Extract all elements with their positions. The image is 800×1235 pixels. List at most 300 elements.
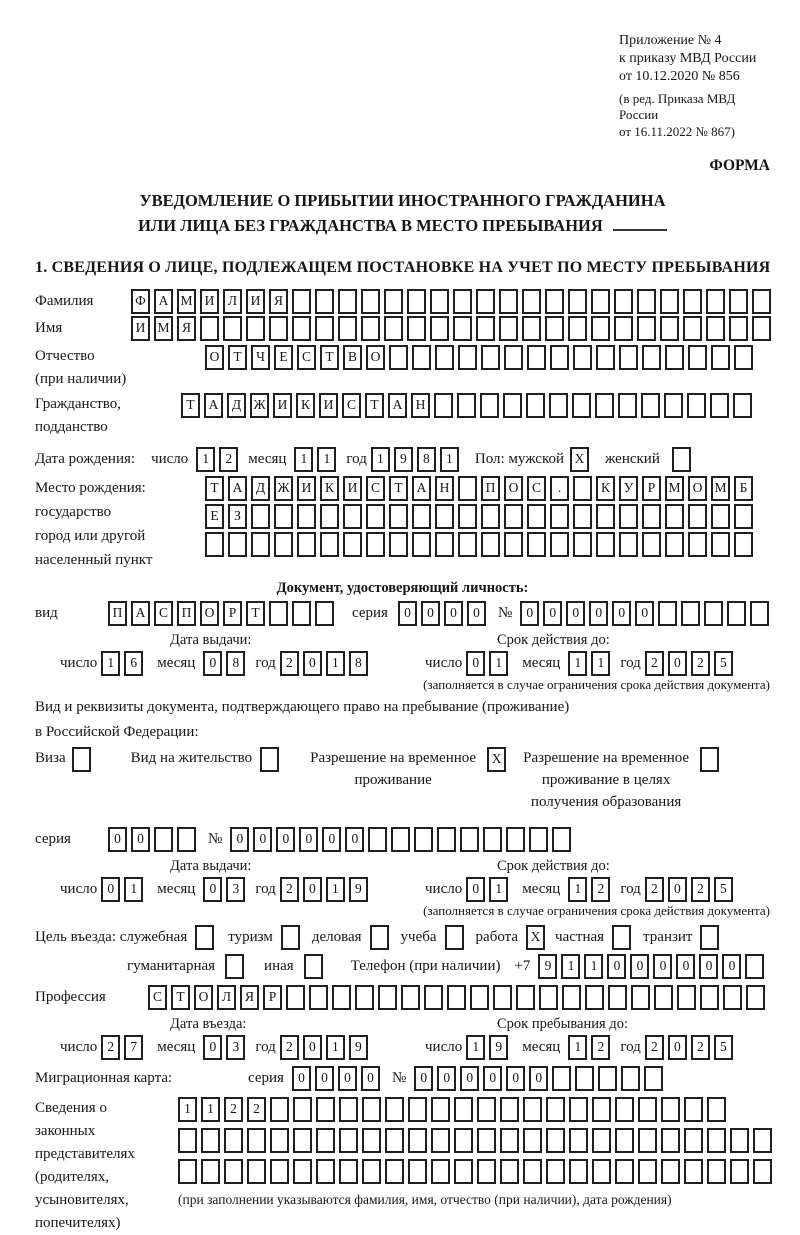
char-cell[interactable] (615, 1128, 634, 1153)
char-cell[interactable] (320, 504, 339, 529)
checkbox-cell[interactable] (672, 447, 691, 472)
char-cell[interactable] (614, 316, 633, 341)
char-cell[interactable] (389, 345, 408, 370)
char-cell[interactable]: О (688, 476, 707, 501)
char-cell[interactable] (529, 827, 548, 852)
char-cell[interactable]: 9 (538, 954, 557, 979)
char-cell[interactable]: 1 (124, 877, 143, 902)
char-cell[interactable]: 0 (253, 827, 272, 852)
char-cell[interactable] (619, 345, 638, 370)
checkbox-cell[interactable]: X (487, 747, 506, 772)
char-cell[interactable] (493, 985, 512, 1010)
char-cell[interactable]: 0 (303, 1035, 322, 1060)
checkbox-cell[interactable] (195, 925, 214, 950)
char-cell[interactable] (435, 504, 454, 529)
char-cell[interactable] (523, 1097, 542, 1122)
char-cell[interactable] (631, 985, 650, 1010)
char-cell[interactable]: 0 (506, 1066, 525, 1091)
char-cell[interactable]: С (342, 393, 361, 418)
char-cell[interactable] (562, 985, 581, 1010)
char-cell[interactable]: 1 (201, 1097, 220, 1122)
char-cell[interactable] (499, 289, 518, 314)
char-cell[interactable] (568, 289, 587, 314)
char-cell[interactable] (458, 504, 477, 529)
char-cell[interactable]: 2 (219, 447, 238, 472)
char-cell[interactable]: 0 (466, 877, 485, 902)
char-cell[interactable] (503, 393, 522, 418)
char-cell[interactable]: 5 (714, 1035, 733, 1060)
char-cell[interactable] (504, 504, 523, 529)
char-cell[interactable] (552, 1066, 571, 1091)
char-cell[interactable]: О (205, 345, 224, 370)
char-cell[interactable] (338, 289, 357, 314)
char-cell[interactable]: У (619, 476, 638, 501)
char-cell[interactable] (480, 393, 499, 418)
char-cell[interactable] (178, 1159, 197, 1184)
char-cell[interactable]: З (228, 504, 247, 529)
char-cell[interactable] (573, 532, 592, 557)
char-cell[interactable] (224, 1159, 243, 1184)
char-cell[interactable]: Е (205, 504, 224, 529)
char-cell[interactable]: 9 (349, 877, 368, 902)
char-cell[interactable] (592, 1097, 611, 1122)
char-cell[interactable] (585, 985, 604, 1010)
char-cell[interactable] (412, 532, 431, 557)
char-cell[interactable] (293, 1128, 312, 1153)
char-cell[interactable] (223, 316, 242, 341)
char-cell[interactable] (526, 393, 545, 418)
char-cell[interactable] (596, 504, 615, 529)
char-cell[interactable] (339, 1128, 358, 1153)
char-cell[interactable]: 0 (303, 877, 322, 902)
checkbox-cell[interactable] (260, 747, 279, 772)
char-cell[interactable] (595, 393, 614, 418)
char-cell[interactable] (424, 985, 443, 1010)
char-cell[interactable]: 0 (414, 1066, 433, 1091)
char-cell[interactable]: . (550, 476, 569, 501)
char-cell[interactable] (552, 827, 571, 852)
char-cell[interactable] (591, 289, 610, 314)
char-cell[interactable]: П (481, 476, 500, 501)
char-cell[interactable]: 9 (349, 1035, 368, 1060)
checkbox-cell[interactable] (281, 925, 300, 950)
char-cell[interactable]: 1 (568, 651, 587, 676)
char-cell[interactable] (711, 504, 730, 529)
char-cell[interactable]: 2 (691, 651, 710, 676)
char-cell[interactable] (391, 827, 410, 852)
char-cell[interactable] (598, 1066, 617, 1091)
char-cell[interactable] (573, 345, 592, 370)
char-cell[interactable]: Т (171, 985, 190, 1010)
char-cell[interactable] (385, 1128, 404, 1153)
char-cell[interactable]: М (711, 476, 730, 501)
char-cell[interactable]: И (319, 393, 338, 418)
char-cell[interactable]: 0 (607, 954, 626, 979)
char-cell[interactable] (477, 1097, 496, 1122)
char-cell[interactable] (750, 601, 769, 626)
char-cell[interactable]: С (297, 345, 316, 370)
char-cell[interactable]: 1 (326, 1035, 345, 1060)
char-cell[interactable]: М (665, 476, 684, 501)
char-cell[interactable] (366, 532, 385, 557)
char-cell[interactable]: 2 (591, 1035, 610, 1060)
char-cell[interactable]: О (194, 985, 213, 1010)
char-cell[interactable] (730, 1128, 749, 1153)
char-cell[interactable] (638, 1097, 657, 1122)
char-cell[interactable] (527, 345, 546, 370)
char-cell[interactable] (711, 345, 730, 370)
char-cell[interactable] (665, 345, 684, 370)
checkbox-cell[interactable] (225, 954, 244, 979)
char-cell[interactable]: 9 (489, 1035, 508, 1060)
char-cell[interactable]: 0 (338, 1066, 357, 1091)
char-cell[interactable]: 0 (108, 827, 127, 852)
char-cell[interactable]: 1 (489, 877, 508, 902)
char-cell[interactable] (550, 532, 569, 557)
char-cell[interactable]: 5 (714, 651, 733, 676)
char-cell[interactable] (315, 289, 334, 314)
char-cell[interactable]: 0 (421, 601, 440, 626)
char-cell[interactable] (316, 1097, 335, 1122)
char-cell[interactable]: 0 (466, 651, 485, 676)
char-cell[interactable]: А (131, 601, 150, 626)
char-cell[interactable]: 0 (398, 601, 417, 626)
char-cell[interactable] (378, 985, 397, 1010)
char-cell[interactable] (642, 504, 661, 529)
char-cell[interactable]: 2 (645, 1035, 664, 1060)
char-cell[interactable] (454, 1097, 473, 1122)
char-cell[interactable] (618, 393, 637, 418)
char-cell[interactable] (385, 1159, 404, 1184)
char-cell[interactable]: Ж (274, 476, 293, 501)
char-cell[interactable] (523, 1128, 542, 1153)
char-cell[interactable] (545, 289, 564, 314)
char-cell[interactable] (729, 289, 748, 314)
char-cell[interactable]: С (527, 476, 546, 501)
char-cell[interactable] (384, 289, 403, 314)
char-cell[interactable]: 0 (292, 1066, 311, 1091)
char-cell[interactable] (745, 954, 764, 979)
char-cell[interactable] (546, 1159, 565, 1184)
char-cell[interactable] (707, 1097, 726, 1122)
char-cell[interactable]: 0 (676, 954, 695, 979)
char-cell[interactable]: К (596, 476, 615, 501)
checkbox-cell[interactable] (700, 747, 719, 772)
char-cell[interactable] (506, 827, 525, 852)
char-cell[interactable] (408, 1159, 427, 1184)
char-cell[interactable]: Л (223, 289, 242, 314)
char-cell[interactable]: 2 (247, 1097, 266, 1122)
char-cell[interactable] (527, 504, 546, 529)
char-cell[interactable]: 0 (203, 651, 222, 676)
char-cell[interactable]: 6 (124, 651, 143, 676)
char-cell[interactable] (201, 1159, 220, 1184)
char-cell[interactable] (247, 1159, 266, 1184)
char-cell[interactable]: 0 (630, 954, 649, 979)
char-cell[interactable]: Н (435, 476, 454, 501)
char-cell[interactable]: Т (389, 476, 408, 501)
char-cell[interactable]: 0 (635, 601, 654, 626)
char-cell[interactable] (661, 1159, 680, 1184)
char-cell[interactable]: 2 (280, 651, 299, 676)
char-cell[interactable]: 0 (529, 1066, 548, 1091)
char-cell[interactable] (707, 1128, 726, 1153)
char-cell[interactable] (752, 289, 771, 314)
char-cell[interactable] (527, 532, 546, 557)
char-cell[interactable]: 0 (299, 827, 318, 852)
char-cell[interactable]: И (131, 316, 150, 341)
char-cell[interactable] (746, 985, 765, 1010)
char-cell[interactable] (688, 345, 707, 370)
char-cell[interactable]: Н (411, 393, 430, 418)
char-cell[interactable]: Т (365, 393, 384, 418)
char-cell[interactable]: А (388, 393, 407, 418)
char-cell[interactable]: 0 (520, 601, 539, 626)
char-cell[interactable] (316, 1159, 335, 1184)
char-cell[interactable] (664, 393, 683, 418)
char-cell[interactable] (293, 1159, 312, 1184)
char-cell[interactable] (753, 1159, 772, 1184)
char-cell[interactable]: Т (320, 345, 339, 370)
char-cell[interactable] (270, 1097, 289, 1122)
char-cell[interactable] (361, 316, 380, 341)
char-cell[interactable]: Я (177, 316, 196, 341)
char-cell[interactable]: Т (205, 476, 224, 501)
char-cell[interactable] (201, 1128, 220, 1153)
checkbox-cell[interactable] (370, 925, 389, 950)
char-cell[interactable] (320, 532, 339, 557)
char-cell[interactable] (549, 393, 568, 418)
char-cell[interactable] (430, 289, 449, 314)
char-cell[interactable] (477, 1159, 496, 1184)
char-cell[interactable] (568, 316, 587, 341)
char-cell[interactable] (573, 476, 592, 501)
char-cell[interactable] (637, 316, 656, 341)
char-cell[interactable] (481, 345, 500, 370)
char-cell[interactable]: 2 (224, 1097, 243, 1122)
char-cell[interactable] (361, 289, 380, 314)
char-cell[interactable]: 3 (226, 1035, 245, 1060)
char-cell[interactable]: О (504, 476, 523, 501)
char-cell[interactable]: А (412, 476, 431, 501)
char-cell[interactable] (457, 393, 476, 418)
char-cell[interactable] (500, 1128, 519, 1153)
char-cell[interactable]: 7 (124, 1035, 143, 1060)
char-cell[interactable] (270, 1128, 289, 1153)
char-cell[interactable] (575, 1066, 594, 1091)
char-cell[interactable]: 0 (668, 1035, 687, 1060)
char-cell[interactable] (684, 1128, 703, 1153)
char-cell[interactable] (569, 1097, 588, 1122)
char-cell[interactable] (723, 985, 742, 1010)
char-cell[interactable]: М (154, 316, 173, 341)
char-cell[interactable]: Ф (131, 289, 150, 314)
char-cell[interactable] (408, 1097, 427, 1122)
char-cell[interactable] (408, 1128, 427, 1153)
char-cell[interactable]: 2 (645, 651, 664, 676)
char-cell[interactable]: Р (223, 601, 242, 626)
char-cell[interactable]: 0 (444, 601, 463, 626)
char-cell[interactable]: 8 (417, 447, 436, 472)
char-cell[interactable]: 1 (196, 447, 215, 472)
char-cell[interactable] (569, 1128, 588, 1153)
char-cell[interactable]: 8 (226, 651, 245, 676)
char-cell[interactable]: 2 (691, 1035, 710, 1060)
char-cell[interactable]: 2 (691, 877, 710, 902)
char-cell[interactable] (684, 1159, 703, 1184)
char-cell[interactable] (362, 1159, 381, 1184)
char-cell[interactable]: Т (181, 393, 200, 418)
char-cell[interactable]: 0 (322, 827, 341, 852)
char-cell[interactable] (338, 316, 357, 341)
checkbox-cell[interactable] (700, 925, 719, 950)
char-cell[interactable] (154, 827, 173, 852)
char-cell[interactable]: 1 (317, 447, 336, 472)
char-cell[interactable]: Д (227, 393, 246, 418)
char-cell[interactable]: 0 (230, 827, 249, 852)
char-cell[interactable] (274, 532, 293, 557)
char-cell[interactable]: 2 (280, 877, 299, 902)
char-cell[interactable] (178, 1128, 197, 1153)
char-cell[interactable]: О (366, 345, 385, 370)
char-cell[interactable]: К (320, 476, 339, 501)
char-cell[interactable] (481, 532, 500, 557)
char-cell[interactable]: 0 (460, 1066, 479, 1091)
char-cell[interactable]: 2 (645, 877, 664, 902)
char-cell[interactable] (481, 504, 500, 529)
char-cell[interactable]: П (108, 601, 127, 626)
checkbox-cell[interactable] (72, 747, 91, 772)
char-cell[interactable]: 0 (566, 601, 585, 626)
char-cell[interactable]: С (148, 985, 167, 1010)
char-cell[interactable]: Р (263, 985, 282, 1010)
char-cell[interactable] (665, 532, 684, 557)
char-cell[interactable]: Т (246, 601, 265, 626)
char-cell[interactable] (687, 393, 706, 418)
char-cell[interactable] (661, 1097, 680, 1122)
char-cell[interactable] (688, 504, 707, 529)
char-cell[interactable] (665, 504, 684, 529)
char-cell[interactable] (614, 289, 633, 314)
char-cell[interactable]: Л (217, 985, 236, 1010)
char-cell[interactable] (660, 289, 679, 314)
char-cell[interactable] (368, 827, 387, 852)
char-cell[interactable] (292, 316, 311, 341)
char-cell[interactable] (592, 1128, 611, 1153)
char-cell[interactable] (706, 316, 725, 341)
char-cell[interactable] (407, 289, 426, 314)
char-cell[interactable] (596, 345, 615, 370)
char-cell[interactable] (293, 1097, 312, 1122)
char-cell[interactable]: 1 (326, 651, 345, 676)
char-cell[interactable] (384, 316, 403, 341)
char-cell[interactable]: 0 (668, 651, 687, 676)
char-cell[interactable] (700, 985, 719, 1010)
char-cell[interactable]: 1 (568, 1035, 587, 1060)
char-cell[interactable] (681, 601, 700, 626)
char-cell[interactable] (615, 1159, 634, 1184)
char-cell[interactable] (504, 345, 523, 370)
char-cell[interactable] (477, 1128, 496, 1153)
char-cell[interactable]: 3 (226, 877, 245, 902)
char-cell[interactable] (483, 827, 502, 852)
char-cell[interactable] (200, 316, 219, 341)
char-cell[interactable] (500, 1097, 519, 1122)
char-cell[interactable] (729, 316, 748, 341)
char-cell[interactable] (454, 1159, 473, 1184)
char-cell[interactable] (642, 345, 661, 370)
char-cell[interactable]: 2 (101, 1035, 120, 1060)
char-cell[interactable] (654, 985, 673, 1010)
char-cell[interactable] (546, 1128, 565, 1153)
char-cell[interactable] (550, 345, 569, 370)
char-cell[interactable]: 0 (653, 954, 672, 979)
char-cell[interactable] (332, 985, 351, 1010)
char-cell[interactable] (431, 1097, 450, 1122)
char-cell[interactable]: 2 (280, 1035, 299, 1060)
char-cell[interactable] (641, 393, 660, 418)
char-cell[interactable] (297, 532, 316, 557)
char-cell[interactable] (546, 1097, 565, 1122)
char-cell[interactable]: 0 (483, 1066, 502, 1091)
char-cell[interactable] (592, 1159, 611, 1184)
char-cell[interactable] (734, 532, 753, 557)
char-cell[interactable]: 0 (722, 954, 741, 979)
char-cell[interactable]: К (296, 393, 315, 418)
char-cell[interactable] (385, 1097, 404, 1122)
char-cell[interactable] (435, 345, 454, 370)
char-cell[interactable] (315, 601, 334, 626)
char-cell[interactable] (362, 1128, 381, 1153)
char-cell[interactable]: 8 (349, 651, 368, 676)
char-cell[interactable] (470, 985, 489, 1010)
char-cell[interactable] (619, 532, 638, 557)
char-cell[interactable] (362, 1097, 381, 1122)
char-cell[interactable]: И (273, 393, 292, 418)
char-cell[interactable] (596, 532, 615, 557)
char-cell[interactable]: 0 (203, 877, 222, 902)
checkbox-cell[interactable] (612, 925, 631, 950)
char-cell[interactable]: И (246, 289, 265, 314)
char-cell[interactable] (437, 827, 456, 852)
char-cell[interactable]: В (343, 345, 362, 370)
char-cell[interactable] (414, 827, 433, 852)
char-cell[interactable]: 1 (466, 1035, 485, 1060)
char-cell[interactable] (458, 476, 477, 501)
char-cell[interactable]: 1 (101, 651, 120, 676)
char-cell[interactable] (205, 532, 224, 557)
char-cell[interactable]: 1 (440, 447, 459, 472)
checkbox-cell[interactable] (445, 925, 464, 950)
char-cell[interactable] (292, 289, 311, 314)
char-cell[interactable]: 0 (467, 601, 486, 626)
checkbox-cell[interactable]: X (570, 447, 589, 472)
char-cell[interactable] (621, 1066, 640, 1091)
char-cell[interactable] (730, 1159, 749, 1184)
char-cell[interactable] (453, 316, 472, 341)
char-cell[interactable] (247, 1128, 266, 1153)
char-cell[interactable] (224, 1128, 243, 1153)
char-cell[interactable] (453, 289, 472, 314)
char-cell[interactable] (753, 1128, 772, 1153)
char-cell[interactable]: Д (251, 476, 270, 501)
char-cell[interactable] (343, 504, 362, 529)
char-cell[interactable]: Т (228, 345, 247, 370)
char-cell[interactable] (316, 1128, 335, 1153)
char-cell[interactable]: С (154, 601, 173, 626)
char-cell[interactable] (733, 393, 752, 418)
char-cell[interactable]: 2 (591, 877, 610, 902)
